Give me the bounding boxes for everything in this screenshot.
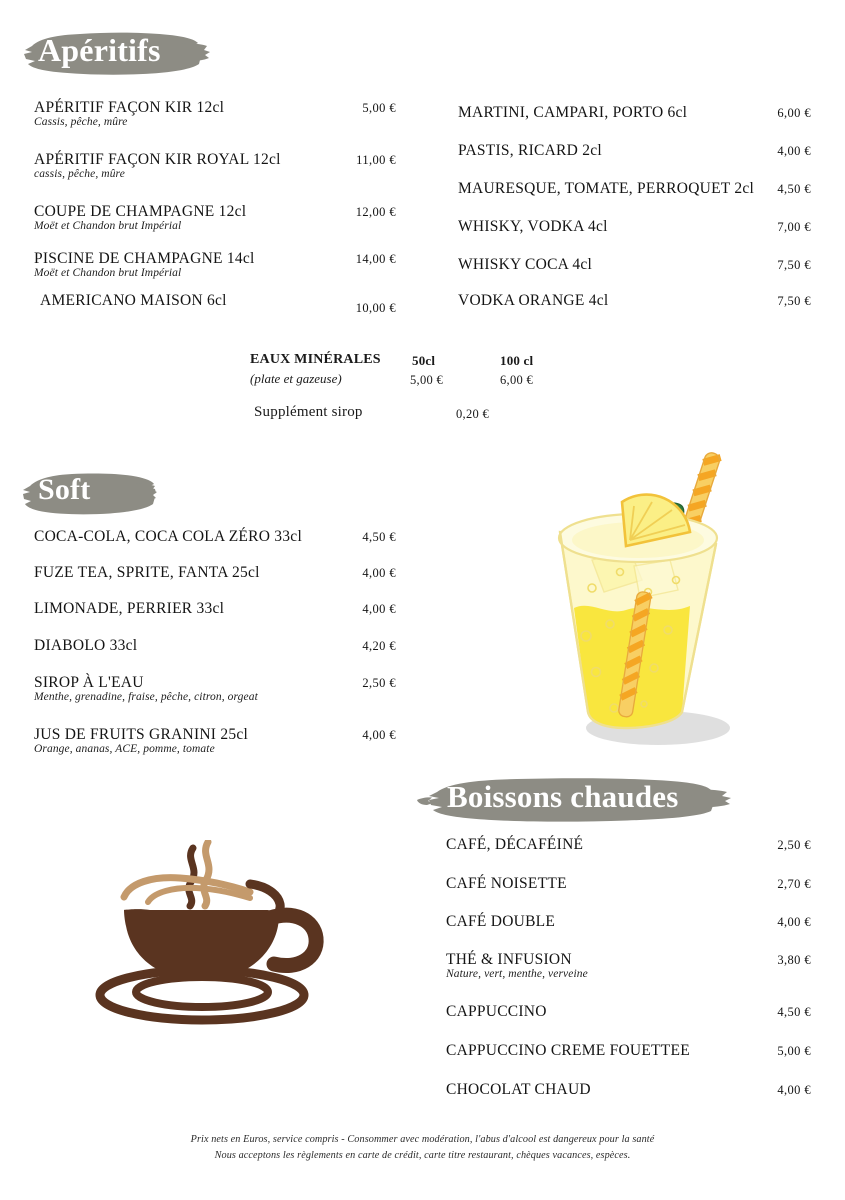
item-name: AMERICANO MAISON 6cl: [40, 292, 227, 309]
section-header-boissons-chaudes: [415, 770, 745, 830]
item-name: CAFÉ DOUBLE: [446, 913, 556, 930]
mineral-water-size-2-price: 6,00 €: [500, 373, 534, 387]
item-name: CAFÉ NOISETTE: [446, 875, 567, 892]
item-price: 4,20 €: [362, 639, 396, 653]
item-price: 4,00 €: [777, 1083, 811, 1097]
item-price: 4,00 €: [362, 728, 396, 742]
item-description: Menthe, grenadine, fraise, pêche, citron, orgeat: [34, 691, 258, 703]
item-name: CHOCOLAT CHAUD: [446, 1081, 591, 1098]
section-title-aperitifs: Apéritifs: [38, 32, 161, 68]
item-name: WHISKY, VODKA 4cl: [458, 218, 608, 235]
item-name: DIABOLO 33cl: [34, 637, 138, 654]
item-price: 2,50 €: [777, 838, 811, 852]
item-name: SIROP À L'EAU: [34, 674, 144, 691]
section-title-boissons-chaudes: Boissons chaudes: [447, 779, 679, 814]
mineral-water-size-1-header: 50cl: [412, 353, 436, 368]
mineral-water-sublabel: (plate et gazeuse): [250, 371, 342, 386]
item-name: MARTINI, CAMPARI, PORTO 6cl: [458, 104, 688, 121]
item-price: 4,50 €: [777, 1005, 811, 1019]
item-price: 2,70 €: [777, 877, 811, 891]
item-name: LIMONADE, PERRIER 33cl: [34, 600, 225, 617]
item-price: 6,00 €: [777, 106, 811, 120]
item-description: Orange, ananas, ACE, pomme, tomate: [34, 743, 215, 755]
item-price: 4,50 €: [777, 182, 811, 196]
item-description: Moët et Chandon brut Impérial: [34, 267, 182, 279]
item-name: FUZE TEA, SPRITE, FANTA 25cl: [34, 564, 260, 581]
item-name: CAPPUCCINO: [446, 1003, 547, 1020]
mineral-water-block: [250, 352, 610, 427]
item-description: Cassis, pêche, mûre: [34, 116, 128, 128]
item-price: 4,00 €: [362, 566, 396, 580]
coffee-cup-illustration: [90, 840, 340, 1040]
item-name: CAPPUCCINO CREME FOUETTEE: [446, 1042, 690, 1059]
item-price: 5,00 €: [777, 1044, 811, 1058]
footer-line-2: Nous acceptons les règlements en carte de crédit, carte titre restaurant, chèques vacances, espèces.: [214, 1149, 631, 1161]
item-price: 7,50 €: [777, 294, 811, 308]
item-name: JUS DE FRUITS GRANINI 25cl: [34, 726, 249, 743]
item-price: 5,00 €: [362, 101, 396, 115]
footer-notice: [0, 1132, 845, 1164]
lemonade-cup-illustration: [530, 440, 760, 760]
item-name: APÉRITIF FAÇON KIR 12cl: [34, 99, 225, 116]
supplement-syrup-label: Supplément sirop: [254, 404, 363, 420]
item-name: THÉ & INFUSION: [446, 951, 572, 968]
section-title-soft: Soft: [38, 473, 91, 506]
item-price: 14,00 €: [355, 252, 396, 266]
item-name: VODKA ORANGE 4cl: [458, 292, 609, 309]
item-price: 2,50 €: [362, 676, 396, 690]
item-name: MAURESQUE, TOMATE, PERROQUET 2cl: [458, 180, 755, 197]
item-price: 11,00 €: [356, 153, 396, 167]
item-price: 4,00 €: [777, 915, 811, 929]
item-name: APÉRITIF FAÇON KIR ROYAL 12cl: [34, 151, 281, 168]
item-price: 10,00 €: [355, 301, 396, 315]
item-name: COCA-COLA, COCA COLA ZÉRO 33cl: [34, 528, 302, 545]
section-header-aperitifs: [14, 22, 214, 84]
item-price: 4,00 €: [777, 144, 811, 158]
mineral-water-size-1-price: 5,00 €: [410, 373, 444, 387]
item-price: 7,50 €: [777, 258, 811, 272]
item-name: CAFÉ, DÉCAFÉINÉ: [446, 836, 584, 853]
item-price: 3,80 €: [777, 953, 811, 967]
item-description: Moët et Chandon brut Impérial: [34, 220, 182, 232]
item-name: COUPE DE CHAMPAGNE 12cl: [34, 203, 247, 220]
supplement-syrup-price: 0,20 €: [456, 407, 490, 421]
section-header-soft: [14, 464, 164, 522]
item-price: 12,00 €: [355, 205, 396, 219]
mineral-water-label: EAUX MINÉRALES: [250, 352, 381, 367]
item-name: PASTIS, RICARD 2cl: [458, 142, 602, 159]
item-price: 7,00 €: [777, 220, 811, 234]
item-description: Nature, vert, menthe, verveine: [446, 968, 588, 980]
item-price: 4,00 €: [362, 602, 396, 616]
item-name: WHISKY COCA 4cl: [458, 256, 593, 273]
mineral-water-size-2-header: 100 cl: [500, 353, 534, 368]
item-name: PISCINE DE CHAMPAGNE 14cl: [34, 250, 255, 267]
footer-line-1: Prix nets en Euros, service compris - Consommer avec modération, l'abus d'alcool est dangereux pour la santé: [190, 1134, 655, 1145]
item-description: cassis, pêche, mûre: [34, 168, 125, 180]
item-price: 4,50 €: [362, 530, 396, 544]
